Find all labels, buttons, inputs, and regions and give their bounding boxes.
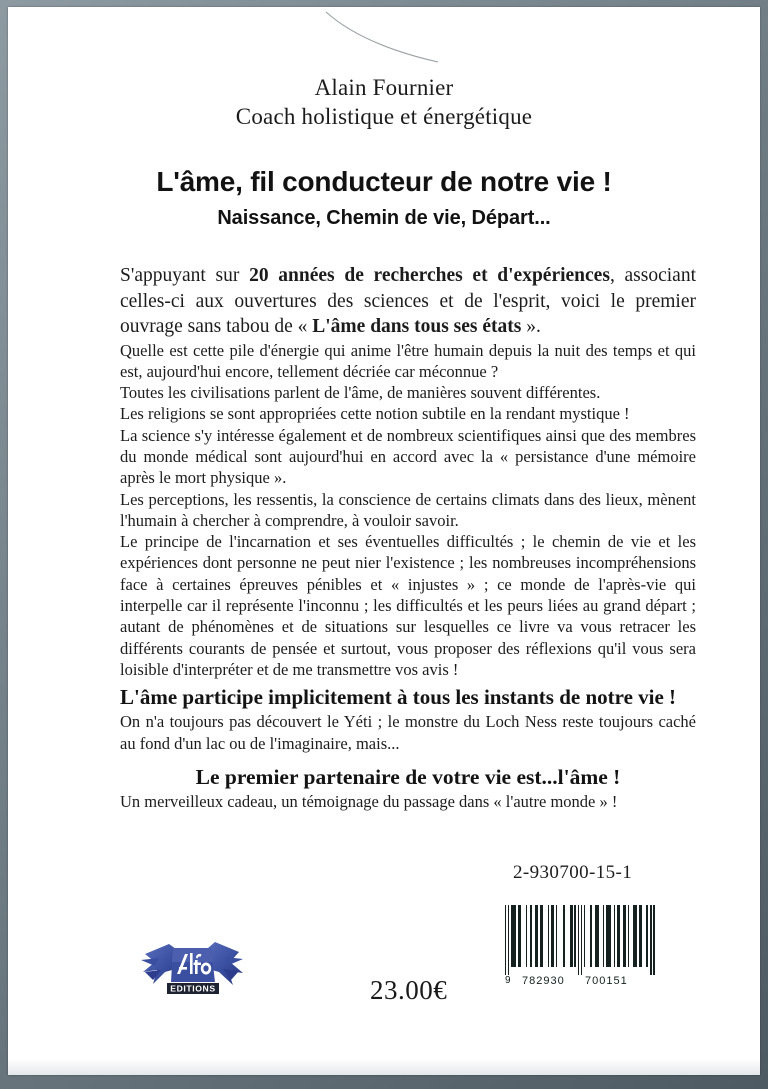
paragraph-yeti: On n'a toujours pas découvert le Yéti ; le monstre du Loch Ness reste toujours caché au fond d'un lac ou de l'imaginaire, mais... xyxy=(120,712,696,753)
title-block xyxy=(8,165,760,231)
paragraph-gift: Un merveilleux cadeau, un témoignage du passage dans « l'autre monde » ! xyxy=(120,791,618,811)
blurb-body xyxy=(120,263,696,812)
barcode-right-group: 700151 xyxy=(585,975,628,987)
paragraph-themes: Le principe de l'incarnation et ses éventuelles difficultés ; le chemin de vie et les expériences dont personne ne peut nier l'existence ; les nombreuses incompréhensions face à certaines épreuves pénibles et « injustes » ; ce monde de l'après-vie qui interpelle car il représente l'inconnu ; les difficultés et les peurs liées au grand départ ; autant de phénomènes et de situations sur lesquelles ce livre va vous retracer les différents courants de pensée et surtout, vous proposer des réflexions qu'il vous sera loisible d'interpréter et de me transmettre vos avis ! xyxy=(120,532,696,679)
book-back-cover-page xyxy=(8,7,760,1075)
lead-part-2: , associant celles-ci aux ouvertures des sciences et de l'esprit, voici le premier ouvrage sans tabou de « xyxy=(120,265,696,337)
book-subtitle: Naissance, Chemin de vie, Départ... xyxy=(217,207,551,229)
author-role: Coach holistique et énergétique xyxy=(235,104,533,129)
lead-paragraph xyxy=(120,263,696,340)
isbn-text: 2-930700-15-1 xyxy=(513,862,633,883)
author-block xyxy=(8,73,760,132)
page-bottom-shading xyxy=(8,1059,760,1075)
svg-text:EDITIONS: EDITIONS xyxy=(170,983,216,994)
book-title: L'âme, fil conducteur de notre vie ! xyxy=(156,166,612,197)
publisher-logo-alfo-editions xyxy=(139,928,247,1008)
highlight-soul-participates: L'âme participe implicitement à tous les instants de notre vie ! xyxy=(120,685,677,710)
isbn-barcode xyxy=(505,905,655,989)
lead-bold-2: L'âme dans tous ses états xyxy=(312,316,522,337)
barcode-digits xyxy=(505,975,655,991)
barcode-bars xyxy=(505,905,655,967)
lead-bold-1: 20 années de recherches et d'expériences xyxy=(249,265,610,286)
barcode-left-group: 782930 xyxy=(522,975,565,987)
lead-part-1: S'appuyant sur xyxy=(120,265,250,286)
lead-part-3: ». xyxy=(521,316,541,337)
paragraph-questions: Quelle est cette pile d'énergie qui anime l'être humain depuis la nuit des temps et qui est, aujourd'hui encore, tellement décriée car méconnue ? Toutes les civilisations parlent de l'âme, de manières souvent différentes. Les religions se sont appropriées cette notion subtile en la rendant mystique ! La science s'y intéresse également et de nombreux scientifiques ainsi que des membres du monde médical sont aujourd'hui en accord avec la « persistance d'une mémoire après le mort physique ». Les perceptions, les ressentis, la conscience de certains climats dans des lieux, mènent l'humain à chercher à comprendre, à vouloir savoir. xyxy=(120,340,696,530)
highlight-first-partner: Le premier partenaire de votre vie est...l'âme ! xyxy=(195,764,621,789)
author-name: Alain Fournier xyxy=(314,75,454,100)
price-text: 23.00€ xyxy=(370,975,448,1005)
barcode-lead-digit: 9 xyxy=(505,975,512,986)
scan-artifact-curve xyxy=(308,7,458,67)
